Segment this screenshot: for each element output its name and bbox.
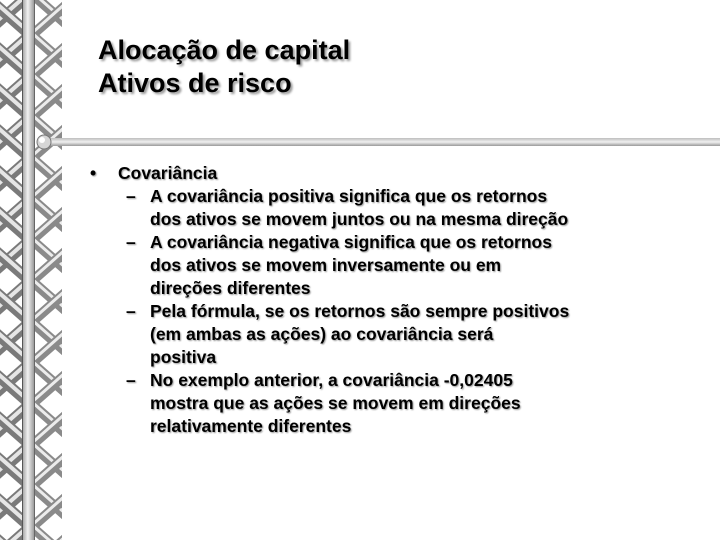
dash-mark: – (126, 186, 136, 206)
bullet-dot: • (90, 163, 97, 183)
bullet-text: Covariância (118, 163, 218, 183)
slide-title (98, 34, 350, 100)
sub-bullet-positive (90, 185, 710, 231)
zigzag-border-decoration (0, 0, 62, 540)
sub-bullet-negative (90, 231, 710, 300)
sub-bullet-formula (90, 300, 710, 369)
dash-mark: – (126, 370, 136, 390)
sub-bullet-line: dos ativos se movem inversamente ou em (150, 255, 502, 275)
sub-bullet-line: Pela fórmula, se os retornos são sempre positivos (150, 301, 570, 321)
title-line-1: Alocação de capital (98, 35, 351, 65)
sub-bullet-line: dos ativos se movem juntos ou na mesma direção (150, 209, 569, 229)
bullet-covariancia (90, 162, 710, 185)
sub-bullet-line: direções diferentes (150, 278, 311, 298)
dash-mark: – (126, 301, 136, 321)
sub-bullet-line: positiva (150, 347, 217, 367)
header-divider (36, 134, 720, 154)
dash-mark: – (126, 232, 136, 252)
sub-bullet-line: No exemplo anterior, a covariância -0,02405 (150, 370, 513, 390)
sub-bullet-line: A covariância negativa significa que os retornos (150, 232, 552, 252)
sub-bullet-example (90, 369, 710, 438)
sub-bullet-line: (em ambas as ações) ao covariância será (150, 324, 494, 344)
sub-bullet-line: A covariância positiva significa que os retornos (150, 186, 548, 206)
sub-bullet-line: relativamente diferentes (150, 416, 352, 436)
title-line-2: Ativos de risco (98, 68, 292, 98)
sub-bullet-line: mostra que as ações se movem em direções (150, 393, 521, 413)
slide-body (90, 162, 710, 438)
